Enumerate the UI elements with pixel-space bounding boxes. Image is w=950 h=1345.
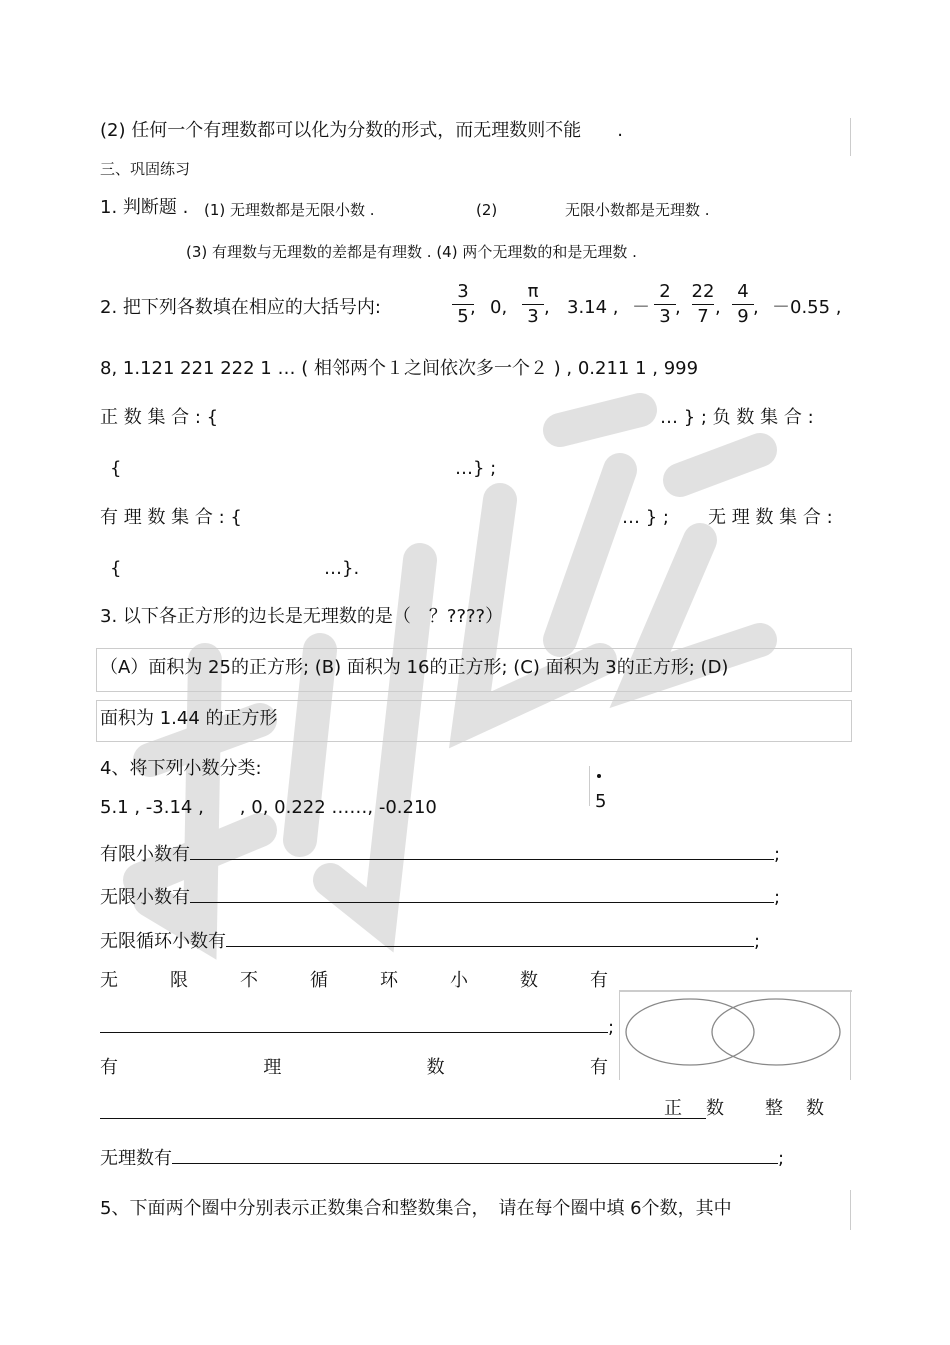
venn-label-positive1: 正 xyxy=(664,1098,682,1119)
q3-options: （A）面积为 25的正方形; (B) 面积为 16的正方形; (C) 面积为 3的正方形; (D) xyxy=(100,657,729,678)
repeating-digit: 5 xyxy=(595,791,607,812)
nonrepeating-blank: ; xyxy=(100,1014,614,1039)
q2-sep: , xyxy=(753,297,759,318)
q2-sep: , xyxy=(470,297,476,318)
set-positive-end: … } ; 负 数 集 合 : xyxy=(660,407,814,428)
venn-diagram xyxy=(620,992,850,1072)
q2-line2: 8, 1.121 221 222 1 … ( 相邻两个１之间依次多一个２ ) , 0.211 1 , 999 xyxy=(100,358,699,379)
venn-label-integer2: 数 xyxy=(806,1098,824,1119)
q2-314: 3.14 , xyxy=(567,297,619,318)
venn-positive-circle xyxy=(626,999,754,1065)
watermark-text: 打印 xyxy=(0,0,2,1)
q3-option-d: 面积为 1.44 的正方形 xyxy=(100,708,278,729)
set-irrational-open: { xyxy=(110,558,122,579)
repeating-decimals: 无限循环小数有 ; xyxy=(100,928,760,953)
venn-label-integer1: 整 xyxy=(765,1098,783,1119)
q2-sep: , xyxy=(715,297,721,318)
q1-item34: (3) 有理数与无理数的差都是有理数 . (4) 两个无理数的和是无理数 . xyxy=(186,243,637,261)
rational-blank xyxy=(100,1100,706,1125)
q1-item1: (1) 无理数都是无限小数 . xyxy=(204,201,375,219)
set-negative-end: …} ; xyxy=(455,458,497,479)
frac-3-5: 3 5 xyxy=(448,282,478,327)
frac-pi-3: π 3 xyxy=(518,282,548,327)
finite-decimals: 有限小数有 ; xyxy=(100,841,780,866)
margin-line-bottom xyxy=(850,1190,851,1230)
q4-numbers: 5.1 , -3.14 , , 0, 0.222 ……, -0.210 xyxy=(100,797,437,818)
margin-line xyxy=(850,118,851,156)
section-heading: 三、巩固练习 xyxy=(100,160,191,178)
q5-stem: 5、下面两个圈中分别表示正数集合和整数集合， 请在每个圈中填 6个数，其中 xyxy=(100,1198,732,1219)
infinite-decimals: 无限小数有 ; xyxy=(100,884,780,909)
rational-label: 有 理 数 有 xyxy=(100,1057,608,1078)
q1-item2: 无限小数都是无理数 . xyxy=(565,201,710,219)
nonrepeating-label: 无 限 不 循 环 小 数 有 xyxy=(100,970,608,991)
set-negative-open: { xyxy=(110,458,122,479)
frac-22-7: 22 7 xyxy=(691,281,715,327)
q2-sep: , xyxy=(675,297,681,318)
venn-label-positive2: 数 xyxy=(706,1098,724,1119)
repeating-dot xyxy=(597,774,601,778)
q3-stem: 3. 以下各正方形的边长是无理数的是（ ？????） xyxy=(100,606,504,627)
irrational-blank: 无理数有 ; xyxy=(100,1145,784,1170)
q2-sep: , xyxy=(544,297,550,318)
set-rational: 有 理 数 集 合 : { xyxy=(100,507,242,528)
q2-minus: － xyxy=(632,297,650,318)
q2-zero: 0, xyxy=(490,297,508,318)
q1-item2-label: (2) xyxy=(476,201,498,219)
q2-lead: 2. 把下列各数填在相应的大括号内: xyxy=(100,297,381,318)
frac-2-3: 2 3 xyxy=(650,282,680,327)
rep-box-line xyxy=(589,766,590,806)
q1-label: 1. 判断题 . xyxy=(100,197,189,218)
venn-frame-right xyxy=(850,990,851,1080)
set-irrational: 无 理 数 集 合 : xyxy=(708,507,833,528)
line-stmt2: (2) 任何一个有理数都可以化为分数的形式，而无理数则不能 . xyxy=(100,120,623,141)
frac-4-9: 4 9 xyxy=(728,282,758,327)
venn-integer-circle xyxy=(712,999,840,1065)
set-positive: 正 数 集 合 : { xyxy=(100,407,219,428)
set-rational-end: … } ; xyxy=(622,507,669,528)
q4-stem: 4、将下列小数分类: xyxy=(100,758,262,779)
set-irrational-end: …}. xyxy=(324,558,360,579)
q2-neg055: －0.55 , xyxy=(772,297,842,318)
